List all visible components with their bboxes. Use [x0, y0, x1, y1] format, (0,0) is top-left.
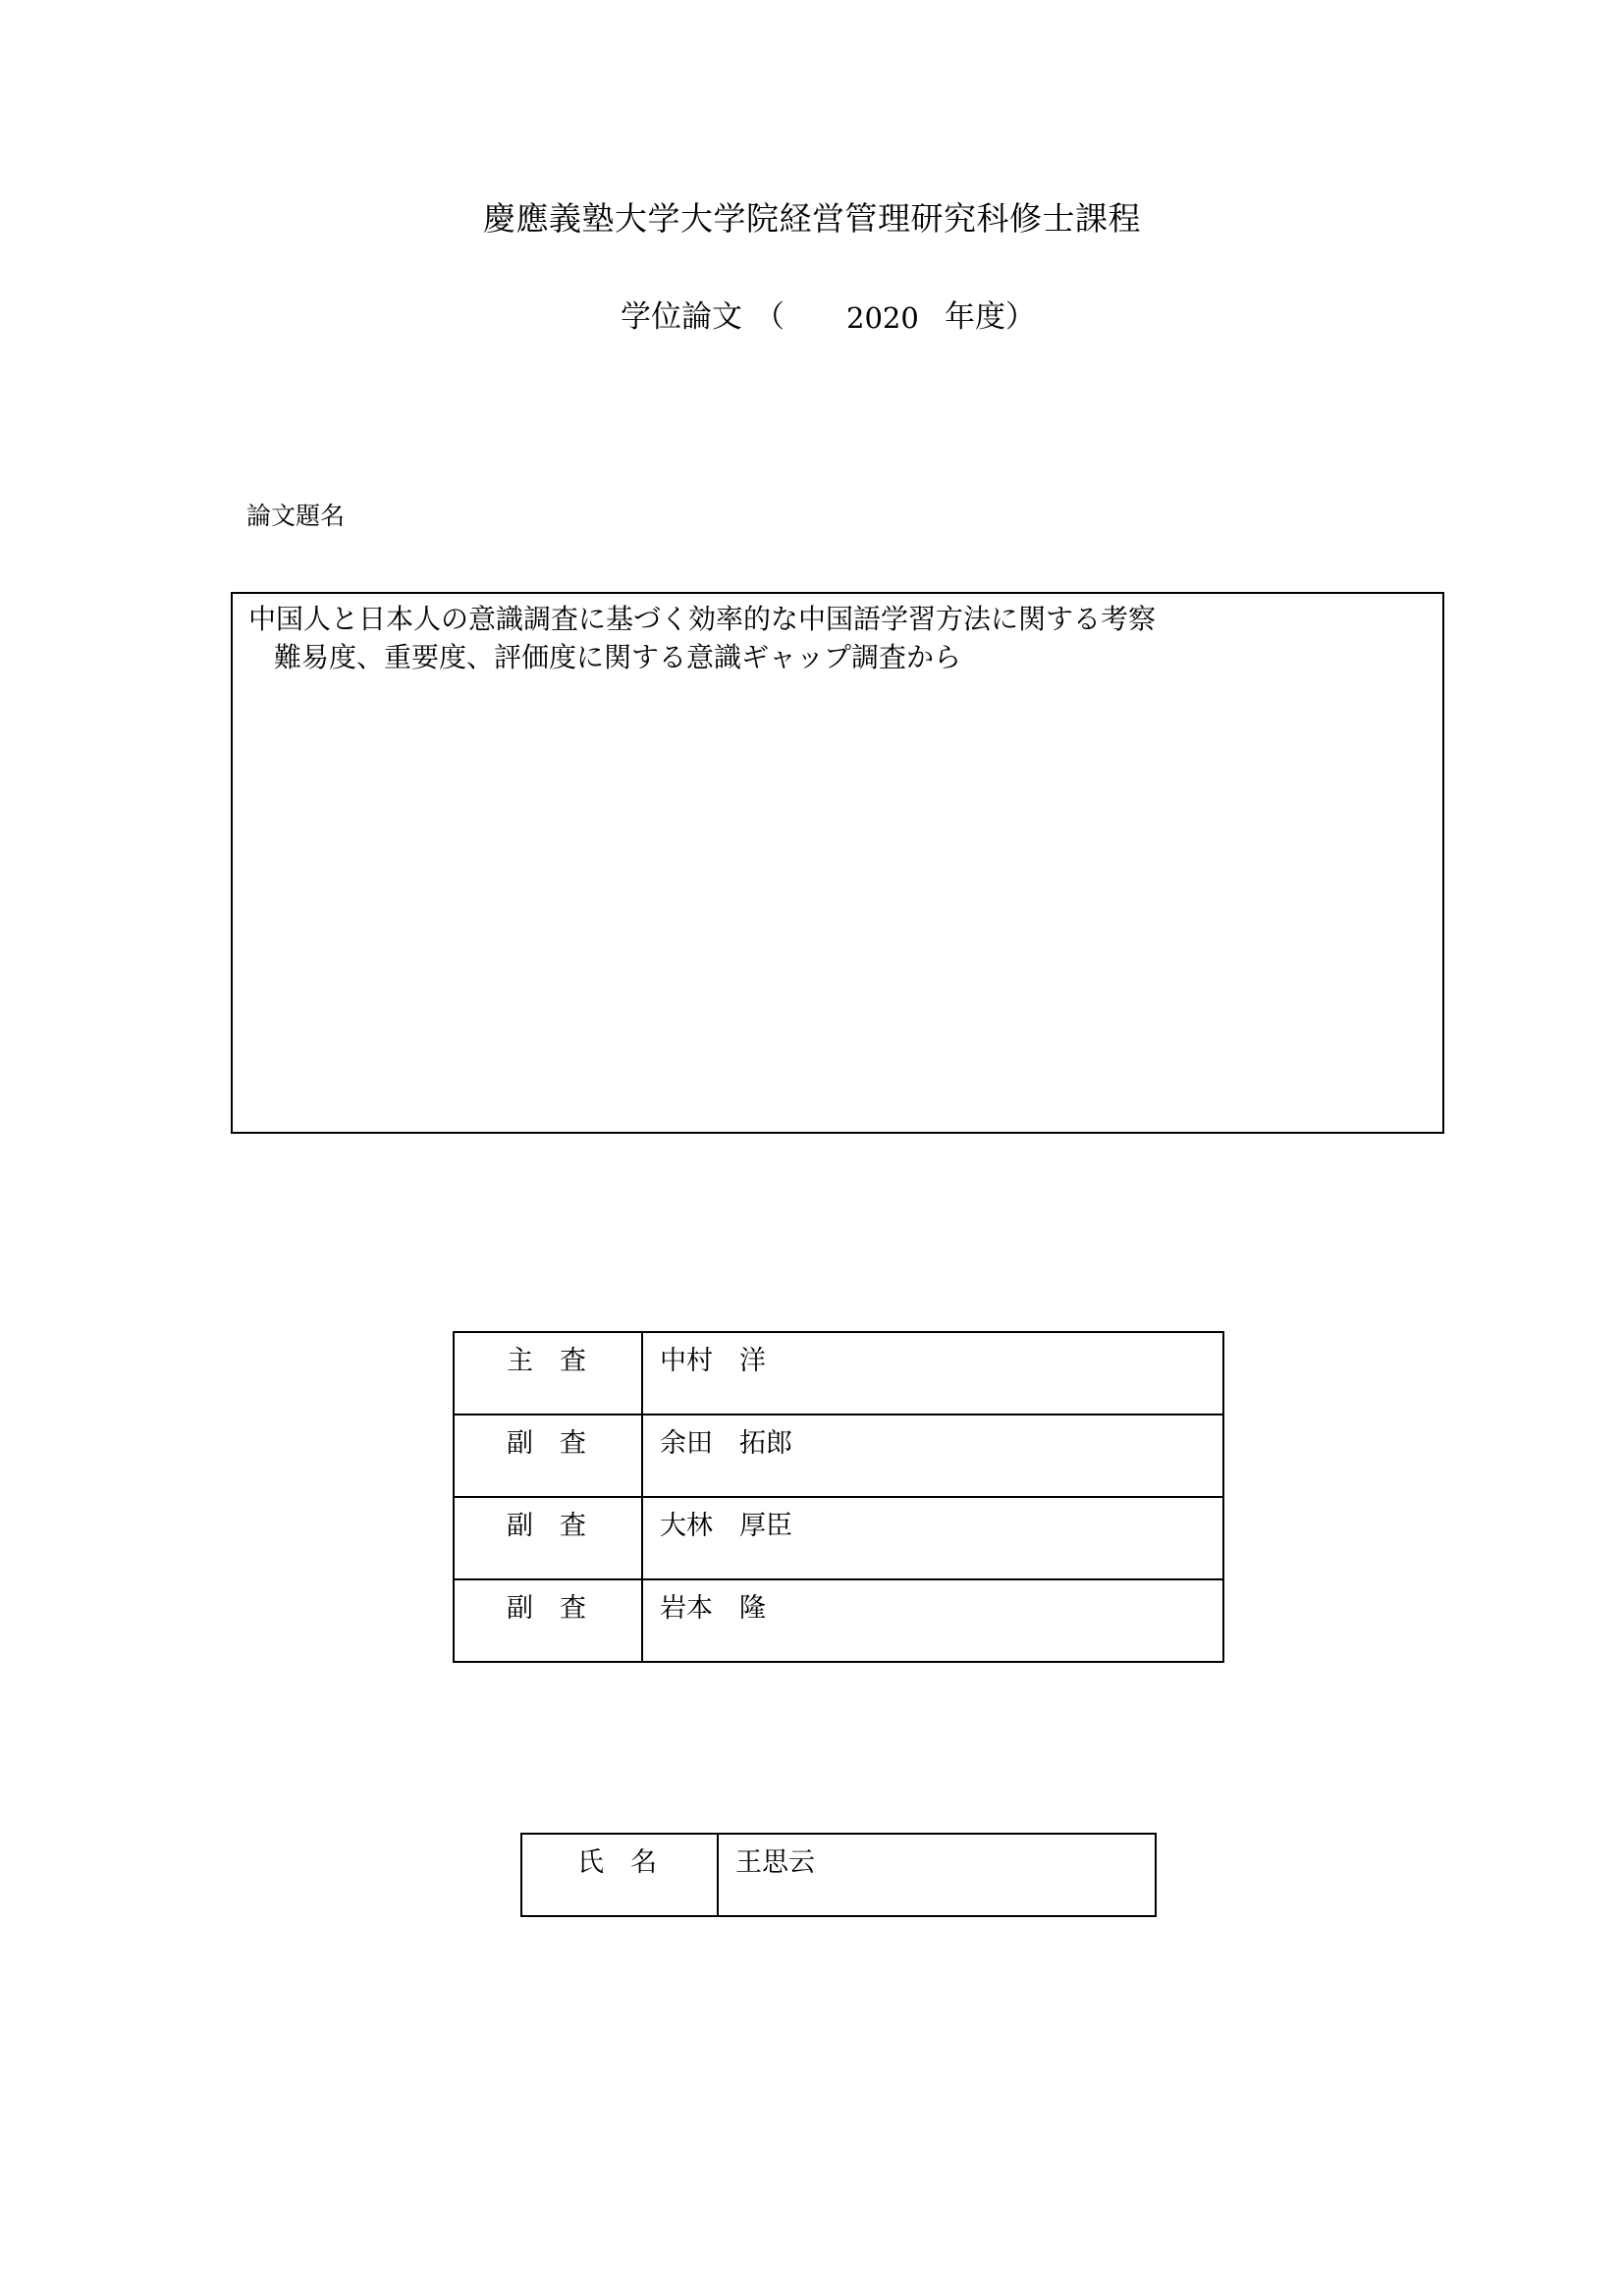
examiner-name: 余田 拓郎	[642, 1415, 1223, 1497]
university-program-title: 慶應義塾大学大学院経営管理研究科修士課程	[483, 199, 1141, 238]
thesis-title: 中国人と日本人の意識調査に基づく効率的な中国語学習方法に関する考察	[248, 603, 1157, 635]
thesis-subtitle: 難易度、重要度、評価度に関する意識ギャップ調査から	[274, 641, 962, 673]
examiner-role: 副 査	[454, 1497, 642, 1579]
examiner-role: 主 査	[454, 1332, 642, 1415]
table-row	[454, 1579, 1223, 1662]
table-row	[521, 1834, 1156, 1916]
examiner-name: 中村 洋	[642, 1332, 1223, 1415]
table-row	[454, 1497, 1223, 1579]
thesis-label: 学位論文	[621, 299, 742, 335]
examiner-name: 岩本 隆	[642, 1579, 1223, 1662]
thesis-year-line	[621, 299, 1036, 454]
year-suffix: 年度）	[945, 299, 1036, 335]
student-table	[520, 1833, 1157, 1917]
examiner-role: 副 査	[454, 1579, 642, 1662]
examiners-table	[453, 1331, 1224, 1663]
table-row	[454, 1332, 1223, 1415]
student-role: 氏 名	[521, 1834, 718, 1916]
examiner-name: 大林 厚臣	[642, 1497, 1223, 1579]
thesis-title-label: 論文題名	[246, 502, 346, 530]
student-name: 王思云	[718, 1834, 1156, 1916]
thesis-year: 2020	[846, 301, 919, 335]
paren-open: （	[754, 299, 785, 335]
examiner-role: 副 査	[454, 1415, 642, 1497]
table-row	[454, 1415, 1223, 1497]
thesis-title-box	[231, 592, 1444, 1134]
